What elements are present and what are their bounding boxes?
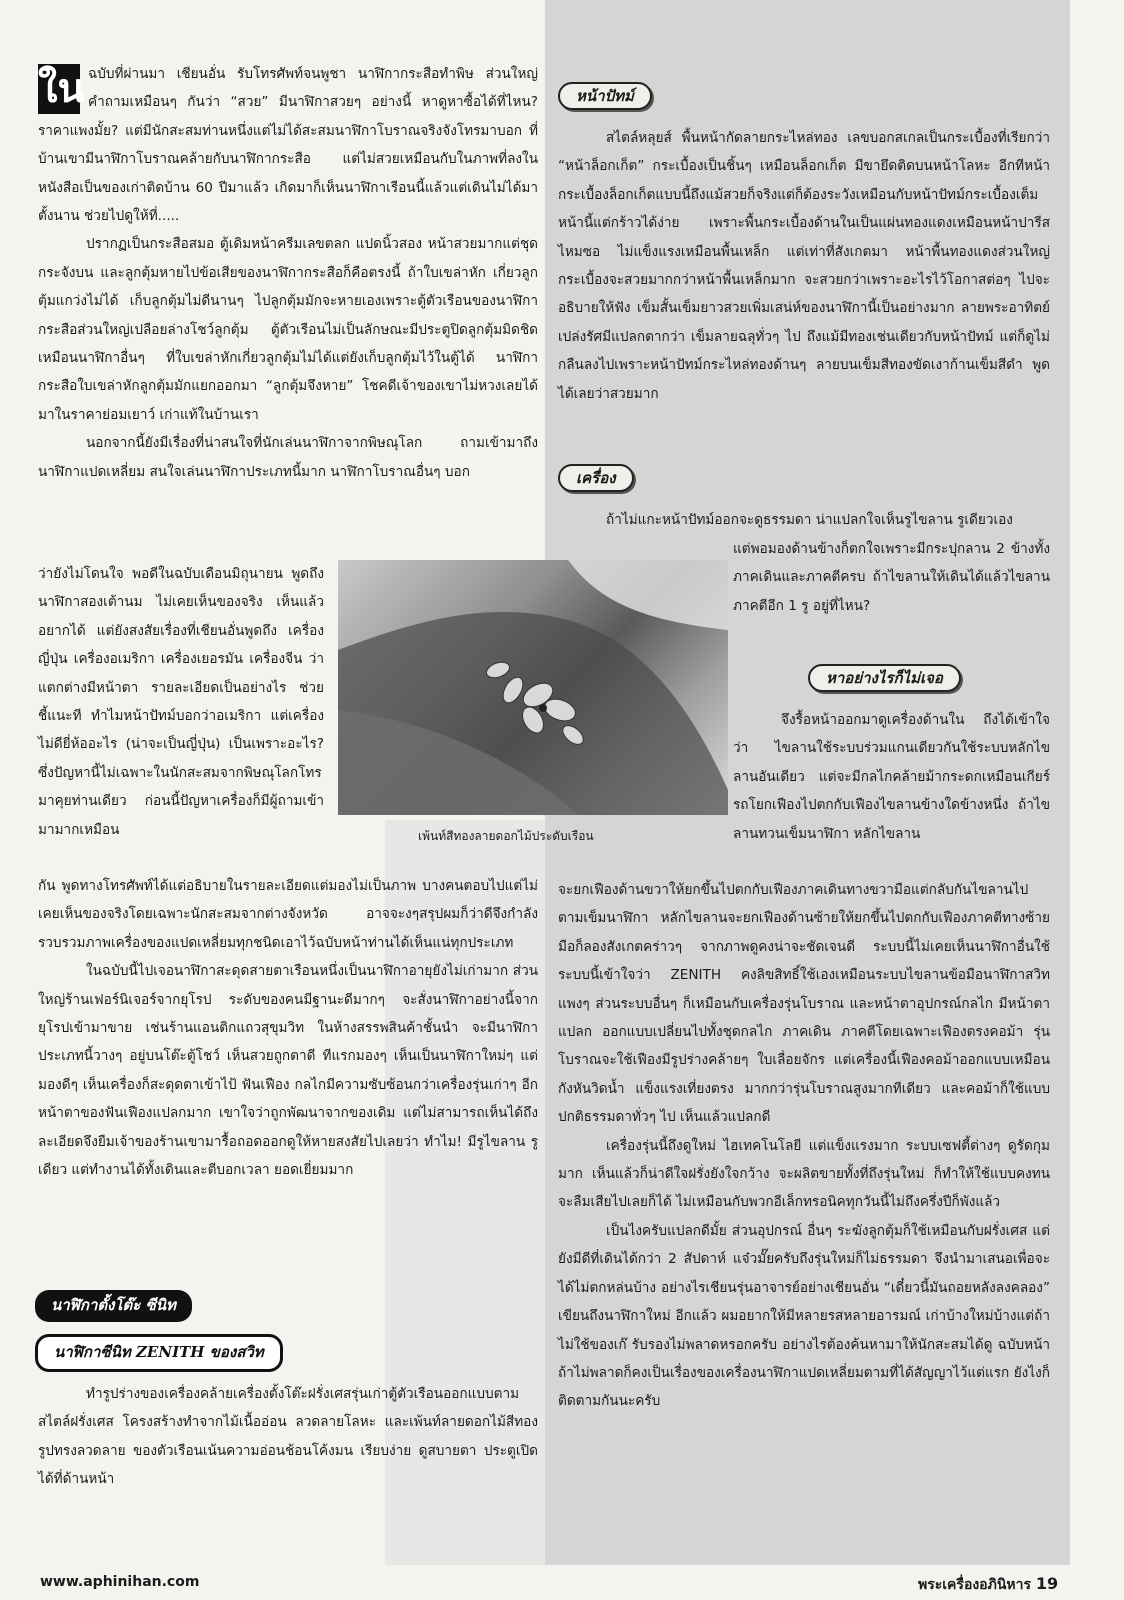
paragraph-movements-question: ว่ายังไม่โดนใจ พอดีในฉบับเดือนมิถุนายน พูดถึงนาฬิกาสองเต้านม ไม่เคยเห็นของจริง เห็นแล้วอยากได้ แต่ยังสงสัยเรื่องที่เชียนอั่นพูดถึง เครื่องญี่ปุ่น เครื่องอเมริกา เครื่องเยอรมัน เครื่องจีน ว่าแตกต่างมีหน้าตา รายละเอียดเป็นอย่างไร ช่วยชี้แนะที ทำไมหน้าปัทม์บอกว่าอเมริกา แต่เครื่องไม่ดียี่ห้ออะไร (น่าจะเป็นญี่ปุ่น) เป็นเพราะอะไร? ซึ่งปัญหานี้ไม่เฉพาะในนักสะสมจากพิษณุโลกโทรมาคุยท่านเดียว ก่อนนี้ปัญหาเครื่องก็มีผู้ถามเข้ามามากเหมือน — [38, 566, 324, 838]
heading-zenith-swiss: นาฬิกาซีนิท ZENITH ของสวิท — [35, 1334, 283, 1372]
page-number: 19 — [1035, 1574, 1059, 1593]
left-column-lower — [38, 872, 538, 1184]
heading-table-clock-zenith: นาฬิกาตั้งโต๊ะ ซีนิท — [35, 1290, 192, 1322]
magazine-footer — [918, 1574, 1058, 1596]
paragraph-modern-strength: เครื่องรุ่นนี้ถึงดูใหม่ ไฮเทคโนโลยี แต่แข็งแรงมาก ระบบเซฟตี้ต่างๆ ดูรัดกุมมาก เห็นแล้วก็น่าดีใจฝรั่งยังใจกว้าง จะผลิตขายทั้งที่ถึงรุ่นใหม่ ก็ทำให้ใช้แบบคงทนจะลืมเสียไปเลยก็ได้ ไม่เหมือนกับพวกอีเล็กทรอนิคทุกวันนี้ไม่ถึงครึ่งปีก็พังแล้ว — [558, 1137, 1050, 1211]
zenith-description — [38, 1380, 538, 1494]
flower-painting-illustration — [338, 560, 728, 815]
paragraph-european-clock: ในฉบับนี้ไปเจอนาฬิกาสะดุดสายตาเรือนหนึ่งเป็นนาฬิกาอายุยังไม่เก่ามาก ส่วนใหญ่ร้านเฟอร์นิเจอร์จากยุโรป ระดับของคนมีฐานะดีมากๆ จะสั่งนาฬิกาอย่างนี้จากยุโรปเข้ามาขาย เช่นร้านแอนติกแถวสุขุมวิท ในห้างสรรพสินค้าชั้นนำ จะมีนาฬิกาประเภทนี้วางๆ อยู่บนโต๊ะตู้โชว์ เห็นสวยถูกตาดี ทีแรกมองๆ เห็นเป็นนาฬิกาใหม่ๆ แต่มองดีๆ เห็นเครื่องก็สะดุดตาเข้าไป้ ฟันเฟือง กลไกมีความซับซ้อนกว่าเครื่องรุ่นเก่าๆ อีก หน้าตาของฟันเฟืองแปลกมาก เขาใจว่าถูกพัฒนาจากของเดิม แต่ไม่สามารถเห็นได้ถึงละเอียดจึงยืมเจ้าของร้านเขามารื้อถอดออกดูให้หายสงสัยไปเลยว่า ทำไม! มีรูไขลาน รูเดียว แต่ทำงานได้ทั้งเดินและตีบอกเวลา ยอดเยี่ยมมาก — [38, 963, 538, 1179]
clock-detail-photo — [338, 560, 728, 815]
movement-intro-text — [558, 506, 1050, 534]
movement-narrow-text — [733, 535, 1050, 620]
photo-caption: เพ้นท์สีทองลายดอกไม้ประดับเรือน — [418, 829, 594, 843]
paragraph-winding-details: จะยกเฟืองด้านขวาให้ยกขึ้นไปตกกับเฟืองภาคเดินทางขวามือแต่กลับกันไขลานไปตามเข็มนาฬิกา หลักไขลานจะยกเฟืองด้านซ้ายให้ยกขึ้นไปตกกับเฟืองภาคตีทางซ้ายมือก็ลองสังเกตคร่าวๆ จากภาพดูคงน่าจะชัดเจนดี ระบบนี้ไม่เคยเห็นนาฬิกาอื่นใช้ระบบนี้เข้าใจว่า ZENITH คงลิขสิทธิ์ใช้เองเหมือนระบบไขลานข้อมือนาฬิกาสวิทแพงๆ ส่วนระบบอื่นๆ ก็เหมือนกับเครื่องรุ่นโบราณ และหน้าตาอุปกรณ์กลไก มีหน้าตาแปลก ออกแบบเปลี่ยนไปทั้งชุดกลไก ภาคเดิน ภาคตีโดยเฉพาะเฟืองตรงคอม้า รุ่นโบราณจะใช้เฟืองมีรูปร่างคล้ายๆ ใบเลื่อยจักร แต่เครื่องนี้เฟืองคอม้าออกแบบเหมือนกังหันวิดน้ำ แข็งแรงเที่ยงตรง มากกว่ารุ่นโบราณสูงมากทีเดียว และคอม้าก็ใช้แบบปกติธรรมดาทั่วๆ ไป เห็นแล้วแปลกดี — [558, 882, 1050, 1126]
paragraph-dial: สไตล์หลุยส์ พื้นหน้ากัดลายกระไหล่ทอง เลขบอกสเกลเป็นกระเบื้องที่เรียกว่า “หน้าล็อกเก็ต” กระเบื้องเป็นชิ้นๆ เหมือนล็อกเก็ต มีขายึดติดบนหน้าโลหะ อีกทีหน้ากระเบื้องล็อกเก็ตแบบนี้ถึงแม้สวยก็จริงแต่ก็ต้องระวังเหมือนกับหน้าปัทม์กระเบื้องเต็ม หน้านี้แต่กร้าวได้ง่าย เพราะพื้นกระเบื้องด้านในเป็นแผ่นทองแดงเหมือนหน้าปารีส ไหมซอ ไม่แข็งแรงเหมือนพื้นเหล็ก แต่เท่าที่สังเกตมา หน้าพื้นทองแดงส่วนใหญ่กระเบื้องจะสวยมากกว่าหน้าพื้นเหล็กมาก จะสวยกว่าเพราะอะไรไว้โอกาสต่อๆ ไปจะอธิบายให้ฟัง เข็มสั้นเข็มยาวสวยเพิ่มเสน่ห์ของนาฬิกานี้เป็นอย่างมาก ลายพระอาทิตย์เปล่งรัศมีแปลกตากว่า เข็มลายฉลุทั่วๆ ไป ถึงแม้มีทองเช่นเดียวกับหน้าปัทม์ แต่ก็ดูไม่กลืนลงไปเพราะหน้าปัทม์กระไหล่ทองด้านๆ ลายบนเข็มสีทองขัดเงาก้านเข็มสีดำ พูดได้เลยว่าสวยมาก — [558, 130, 1050, 402]
right-column-lower — [558, 876, 1050, 1416]
paragraph-winding-system: จึงรื้อหน้าออกมาดูเครื่องด้านใน ถึงได้เข้าใจว่า ไขลานใช้ระบบร่วมแกนเดียวกันใช้ระบบหลักไขลานอันเดียว แต่จะมีกลไกคล้ายม้ากระดกเหมือนเกียร์รถโยกเฟืองไปตกกับเฟืองไขลานข้างใดข้างหนึ่ง ถ้าไขลานทวนเข็มนาฬิกา หลักไขลาน — [733, 712, 1050, 842]
paragraph-movement-sides: แต่พอมองด้านข้างก็ตกใจเพราะมีกระปุกลาน 2 ข้างทั้งภาคเดินและภาคตีครบ ถ้าไขลานให้เดินได้แล้วไขลานภาคตีอีก 1 รู อยู่ที่ไหน? — [733, 541, 1050, 614]
intro-paragraph: ฉบับที่ผ่านมา เชียนอั่น รับโทรศัพท์จนพูชา นาฬิกากระสือทำพิษ ส่วนใหญ่คำถามเหมือนๆ กันว่า “สวย” มีนาฬิกาสวยๆ อย่างนี้ หาดูหาซื้อได้ที่ไหน? ราคาแพงมั้ย? แต่มีนักสะสมท่านหนึ่งแต่ไม่ได้สะสมนาฬิกาโบราณจริงจังโทรมาบอก ที่บ้านเขามีนาฬิกาโบราณคล้ายกับนาฬิกากระสือ แต่ไม่สวยเหมือนกับในภาพที่ลงในหนังสือเป็นของเก่าติดบ้าน 60 ปีมาแล้ว เกิดมาก็เห็นนาฬิกาเรือนนี้แล้วแต่เดินไม่ได้มาตั้งนาน ช่วยไปดูให้ที่..... — [38, 66, 538, 225]
heading-not-found: หาอย่างไรก็ไม่เจอ — [808, 664, 961, 692]
paragraph-grandfather-clock: ปรากฏเป็นกระสือสมอ ตู้เดิมหน้าครีมเลขตลก แปดนิ้วสอง หน้าสวยมากแต่ชุดกระจังบน และลูกตุ้มหายไปข้อเสียของนาฬิกากระสือก็คือตรงนี้ ถ้าใบเขล่าหัก เกี่ยวลูกตุ้มแกว่งไม่ได้ เก็บลูกตุ้มไม่ดีนานๆ ไปลูกตุ้มมักจะหายเองเพราะตู้ตัวเรือนของนาฬิกากระสือส่วนใหญ่เปลือยล่างโชว์ลูกตุ้ม ตู้ตัวเรือนไม่เป็นลักษณะมีประตูปิดลูกตุ้มมิดชิดเหมือนนาฬิกาอื่นๆ ที่ใบเขล่าหักเกี่ยวลูกตุ้มไม่ได้แต่ยังเก็บลูกตุ้มไว้ในตู้ได้ นาฬิกากระสือใบเขล่าหักลูกตุ้มมักแยกออกมา “ลูกตุ้มจึงหาย” โชคดีเจ้าของเขาไม่หวงเลยได้มาในราคาย่อมเยาว์ เก่าแท้ในบ้านเรา — [38, 236, 538, 423]
notfound-narrow-text — [733, 706, 1050, 848]
dial-section-text — [558, 124, 1050, 408]
narrow-left-text — [38, 560, 324, 844]
heading-dial: หน้าปัทม์ — [558, 82, 652, 110]
paragraph-octagon-question: นอกจากนี้ยังมีเรื่องที่น่าสนใจที่นักเล่นนาฬิกาจากพิษณุโลก ถามเข้ามาถึงนาฬิกาแปดเหลี่ยม สนใจเล่นนาฬิกาประเภทนี้มาก นาฬิกาโบราณอื่นๆ บอก — [38, 435, 538, 480]
paragraph-movement-intro: ถ้าไม่แกะหน้าปัทม์ออกจะดูธรรมดา น่าแปลกใจเห็นรูไขลาน รูเดียวเอง — [606, 512, 1013, 528]
website-url: www.aphinihan.com — [40, 1574, 200, 1590]
magazine-name: พระเครื่องอภินิหาร — [918, 1577, 1031, 1593]
paragraph-phone-explanation: กัน พูดทางโทรศัพท์ได้แต่อธิบายในรายละเอียดแต่มองไม่เป็นภาพ บางคนตอบไปแต่ไม่เคยเห็นของจริงโดยเฉพาะนักสะสมจากต่างจังหวัด อาจจะงๆสรุปผมก็ว่าดีจึงกำลังรวบรวมภาพเครื่องของแปดเหลี่ยมทุกชนิดเอาไว้ฉบับหน้าท่านได้เห็นแน่ทุกประเภท — [38, 878, 538, 951]
paragraph-closing: เป็นไงครับแปลกดีมั้ย ส่วนอุปกรณ์ อื่นๆ ระฆังลูกตุ้มก็ใช้เหมือนกับฝรั่งเศส แต่ยังมีดีที่เดินได้กว่า 2 สัปดาห์ แจ๋วมั๊ยครับถึงรุ่นใหม่ก็ไม่ธรรมดา จึงนำมาเสนอเพื่อจะได้ไม่ตกหล่นบ้าง อย่างไรเชียนรุ่นอาจารย์อย่างเชียนอั่น “เดี๋ยวนี้มันถอยหลังลงคลอง” เขียนถึงนาฬิกาใหม่ อีกแล้ว ผมอยากให้มีหลายรสหลายอารมณ์ เก่าบ้างใหม่บ้างแต่ถ้าไม่ใช้ของเก๊ รับรองไม่พลาดหรอกครับ อย่างไรต้องค้นหามาให้นักสะสมได้ดู ฉบับหน้าถ้าไม่พลาดก็คงเป็นเรื่องของเครื่องนาฬิกาแปดเหลี่ยมตามที่ได้สัญญาไว้แต่แรก ยังไงก็ติดตามกันนะครับ — [558, 1222, 1050, 1410]
heading-movement: เครื่อง — [558, 464, 634, 492]
left-column-top — [38, 60, 538, 486]
paragraph-zenith-case: ทำรูปร่างของเครื่องคล้ายเครื่องตั้งโต๊ะฝรั่งเศสรุ่นเก่าตู้ตัวเรือนออกแบบตามสไตล์ฝรั่งเศส โครงสร้างทำจากไม้เนื้ออ่อน ลวดลายโลหะ และเพ้นท์ลายดอกไม้สีทองรูปทรงลวดลาย ของตัวเรือนเน้นความอ่อนช้อนโค้งมน เรียบง่าย ดูสบายตา ประตูเปิดได้ที่ด้านหน้า — [38, 1386, 538, 1488]
dropcap: ใน — [38, 66, 85, 112]
